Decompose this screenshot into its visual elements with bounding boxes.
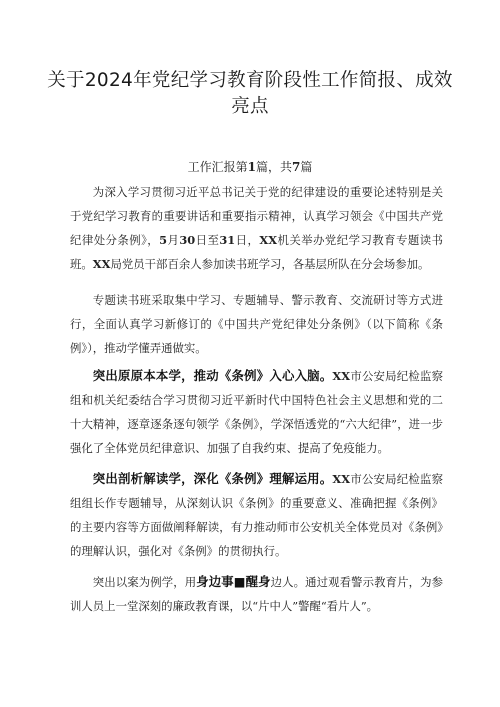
subtitle-index: 1	[247, 160, 256, 174]
subtitle-total: 7	[292, 160, 301, 174]
paragraph-study-cases	[70, 570, 443, 618]
intro-text-4: 日，	[235, 233, 260, 247]
paragraph-study-original	[70, 364, 443, 460]
paragraph-intro	[70, 180, 443, 276]
intro-text-3: 日至	[195, 233, 220, 247]
intro-text-1: 为深入学习贯彻习近平总书记关于党的纪律建设的重要论述特别是关于党纪学习教育的重要讲话和重要指示精神，认真学习领会《中国共产党纪律处分条例》，	[70, 185, 443, 247]
subtitle-suffix: 篇	[300, 160, 313, 174]
intro-month: 5	[159, 233, 168, 247]
subtitle-middle: 篇，共	[255, 160, 292, 174]
paragraph-methods: 专题读书班采取集中学习、专题辅导、警示教育、交流研讨等方式进行，全面认真学习新修订的《中国共产党纪律处分条例》（以下简称《条例》），推动学懂弄通做实。	[70, 293, 443, 355]
intro-text-6: 局党员干部百余人参加读书班学习，各基层所队在分会场参加。	[110, 257, 430, 271]
intro-text-5: 机关举办党纪学习教育专题读书班。	[70, 233, 443, 271]
study-analysis-lead: 突出剖析解读学，深化《条例》理解运用。	[92, 471, 333, 486]
study-original-code: XX	[332, 369, 351, 383]
intro-day-start: 30	[179, 233, 196, 247]
study-analysis-text: 市公安局纪检监察组组长作专题辅导，从深刻认识《条例》的重要意义、准确把握《条例》的主要内容等方面做阐释解读，有力推动师市公安机关全体党员对《条例》的理解认识，强化对《条例》的贯彻执行。	[70, 472, 443, 558]
document-subtitle	[40, 158, 460, 176]
intro-bureau-code: XX	[92, 257, 111, 271]
study-cases-text-2: 边人。通过观看警示教育片，为参训人员上一堂深刻的廉政教育课，以“片中人”警醒“看片人”。	[70, 575, 443, 613]
subtitle-prefix: 工作汇报第	[187, 160, 248, 174]
intro-text-2: 月	[167, 233, 180, 247]
intro-day-end: 31	[219, 233, 236, 247]
study-cases-text-1: 突出以案为例学，用	[92, 575, 197, 589]
study-cases-emphasis: 身边事■醒身	[196, 574, 271, 589]
paragraph-study-analysis	[70, 467, 443, 563]
study-analysis-code: XX	[332, 472, 351, 486]
document-title: 关于2024年党纪学习教育阶段性工作简报、成效亮点	[47, 70, 453, 117]
study-original-lead: 突出原原本本学，推动《条例》入心入脑。	[92, 368, 333, 383]
intro-org-code: XX	[259, 233, 278, 247]
study-original-text: 市公安局纪检监察组和机关纪委结合学习贯彻习近平新时代中国特色社会主义思想和党的二十大精神，逐章逐条逐句领学《条例》，学深悟透党的“六大纪律”，进一步强化了全体党员纪律意识、加强了自我约束、提高了免疫能力。	[70, 369, 443, 455]
